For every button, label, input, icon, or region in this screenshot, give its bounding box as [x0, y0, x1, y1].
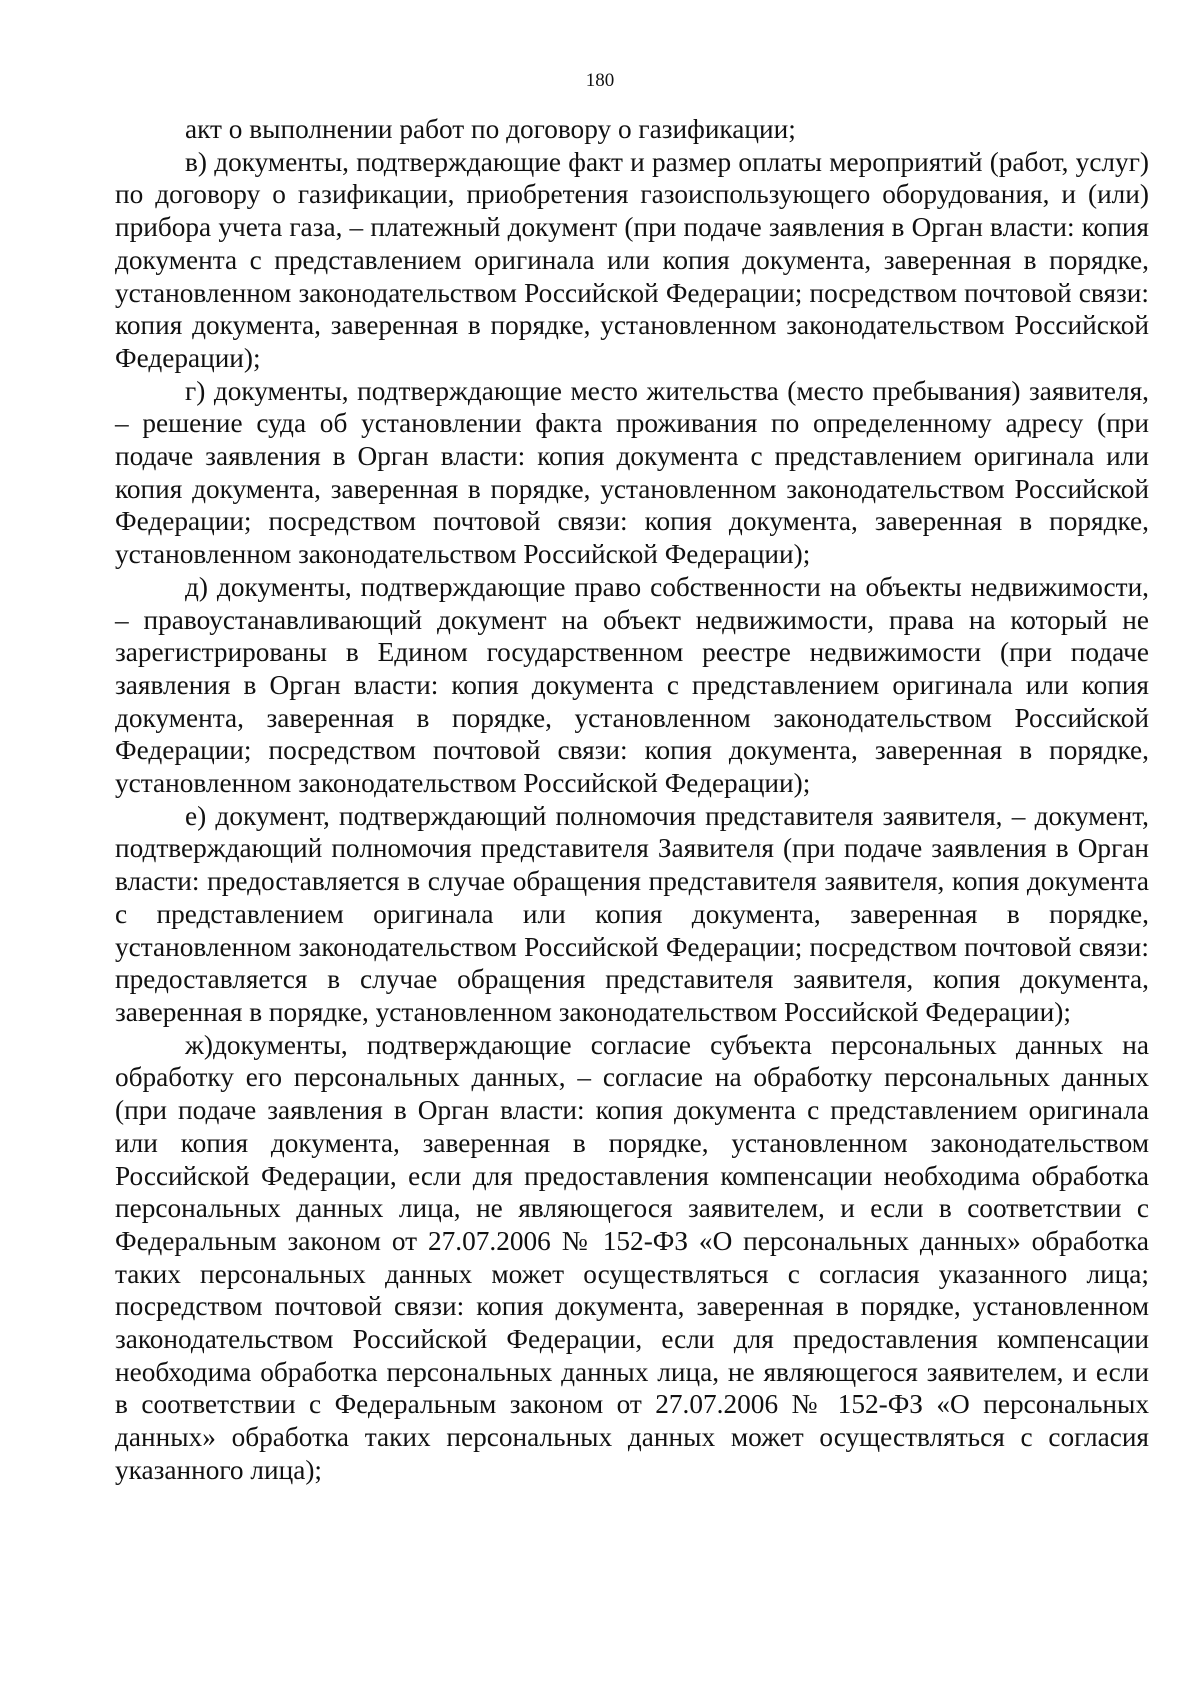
paragraph-item-v-payment-documents: в) документы, подтверждающие факт и размер оплаты мероприятий (работ, услуг) по договору о газификации, приобретения газоиспользующего оборудования, и (или) прибора учета газа, – платежный документ (при подаче заявления в Орган власти: копия документа с представлением оригинала или копия документа, заверенная в порядке, установленном законодательством Российской Федерации; посредством почтовой связи: копия документа, заверенная в порядке, установленном законодательством Российской Федерации); — [115, 146, 1149, 373]
paragraph-item-d-property-documents: д) документы, подтверждающие право собственности на объекты недвижимости, – правоустанавливающий документ на объект недвижимости, права на который не зарегистрированы в Едином государственном реестре недвижимости (при подаче заявления в Орган власти: копия документа с представлением оригинала или копия документа, заверенная в порядке, установленном законодательством Российской Федерации; посредством почтовой связи: копия документа, заверенная в порядке, установленном законодательством Российской Федерации); — [115, 571, 1149, 799]
paragraph-act: акт о выполнении работ по договору о газификации; — [185, 114, 796, 144]
paragraph-item-e-representative-document: е) документ, подтверждающий полномочия представителя заявителя, – документ, подтверждающий полномочия представителя Заявителя (при подаче заявления в Орган власти: предоставляется в случае обращения представителя заявителя, копия документа с представлением оригинала или копия документа, заверенная в порядке, установленном законодательством Российской Федерации; посредством почтовой связи: предоставляется в случае обращения представителя заявителя, копия документа, заверенная в порядке, установленном законодательством Российской Федерации); — [115, 800, 1149, 1027]
page-number: 180 — [585, 70, 615, 91]
paragraph-item-g-residence-documents: г) документы, подтверждающие место жительства (место пребывания) заявителя, – решение суда об установлении факта проживания по определенному адресу (при подаче заявления в Орган власти: копия документа с представлением оригинала или копия документа, заверенная в порядке, установленном законодательством Российской Федерации; посредством почтовой связи: копия документа, заверенная в порядке, установленном законодательством Российской Федерации); — [115, 375, 1149, 570]
paragraph-item-zh-personal-data-consent: ж)документы, подтверждающие согласие субъекта персональных данных на обработку его персональных данных, – согласие на обработку персональных данных (при подаче заявления в Орган власти: копия документа с представлением оригинала или копия документа, заверенная в порядке, установленном законодательством Российской Федерации, если для предоставления компенсации необходима обработка персональных данных лица, не являющегося заявителем, и если в соответствии с Федеральным законом от 27.07.2006 № 152-ФЗ «О персональных данных» обработка таких персональных данных может осуществляться с согласия указанного лица; посредством почтовой связи: копия документа, заверенная в порядке, установленном законодательством Российской Федерации, если для предоставления компенсации необходима обработка персональных данных лица, не являющегося заявителем, и если в соответствии с Федеральным законом от 27.07.2006 № 152-ФЗ «О персональных данных» обработка таких персональных данных может осуществляться с согласия указанного лица); — [115, 1029, 1149, 1485]
document-body — [115, 113, 1149, 1487]
